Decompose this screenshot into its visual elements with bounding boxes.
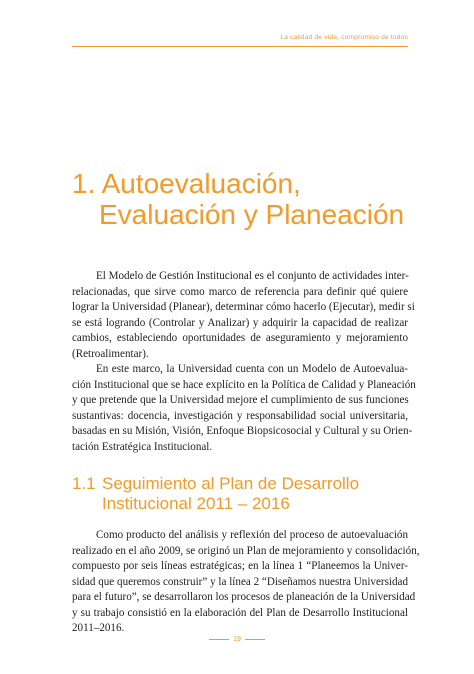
- paragraph-line: El Modelo de Gestión Institucional es el conjunto de actividades inter-: [96, 270, 409, 282]
- page-footer: [0, 636, 474, 643]
- page-number: 19: [233, 636, 241, 643]
- footer-rule-right: [245, 639, 265, 640]
- chapter-title-line1: 1. Autoevaluación,: [72, 168, 301, 199]
- paragraph-line: 2011–2016.: [72, 622, 125, 634]
- paragraph-line: basadas en su Misión, Visión, Enfoque Biopsicosocial y Cultural y su Orien-: [72, 425, 413, 437]
- paragraph-line: (Retroalimentar).: [72, 347, 149, 360]
- paragraph-line: relacionadas, que sirve como marco de referencia para definir qué quiere: [72, 285, 408, 298]
- paragraph-line: realizado en el año 2009, se originó un Plan de mejoramiento y consolidación,: [72, 544, 420, 557]
- section-title: [72, 474, 412, 514]
- paragraph-line: lograr la Universidad (Planear), determinar cómo hacerlo (Ejecutar), medir si: [72, 301, 415, 313]
- paragraph-line: se está logrando (Controlar y Analizar) y adquirir la capacidad de realizar: [72, 316, 408, 329]
- paragraph-2: [72, 362, 416, 455]
- paragraph-line: y que pretende que la Universidad mejore el cumplimiento de sus funciones: [72, 394, 409, 406]
- paragraph-line: y su trabajo consistió en la elaboración del Plan de Desarrollo Institucional: [72, 606, 408, 619]
- paragraph-line: tación Estratégica Institucional.: [72, 440, 213, 453]
- chapter-title: [72, 168, 412, 230]
- chapter-title-line2: Evaluación y Planeación: [99, 199, 405, 230]
- paragraph-line: Como producto del análisis y reflexión del proceso de autoevaluación: [96, 529, 408, 541]
- section-title-line2: Institucional 2011 – 2016: [102, 494, 290, 513]
- paragraph-3: [72, 528, 420, 637]
- paragraph-line: compuesto por seis líneas estratégicas; en la línea 1 “Planeemos la Univer-: [72, 560, 408, 572]
- section-title-line1: Seguimiento al Plan de Desarrollo: [102, 474, 360, 493]
- paragraph-line: ción Institucional que se hace explícito en la Política de Calidad y Planeación: [72, 378, 416, 391]
- paragraph-line: cambios, estableciendo oportunidades de aseguramiento y mejoramiento: [72, 332, 408, 344]
- section-number: 1.1: [72, 474, 96, 493]
- paragraph-line: En este marco, la Universidad cuenta con un Modelo de Autoevalua-: [96, 363, 408, 375]
- paragraph-line: para el futuro”, se desarrollaron los procesos de planeación de la Universidad: [72, 591, 416, 603]
- header-rule: [72, 46, 408, 47]
- footer-rule-left: [209, 639, 229, 640]
- paragraph-line: sustantivas: docencia, investigación y responsabilidad social universitaria,: [72, 409, 408, 422]
- paragraph-line: sidad que queremos construir” y la línea 2 “Diseñamos nuestra Universidad: [72, 575, 408, 588]
- running-header: La calidad de vida, compromiso de todos: [280, 34, 408, 41]
- paragraph-1: [72, 269, 415, 362]
